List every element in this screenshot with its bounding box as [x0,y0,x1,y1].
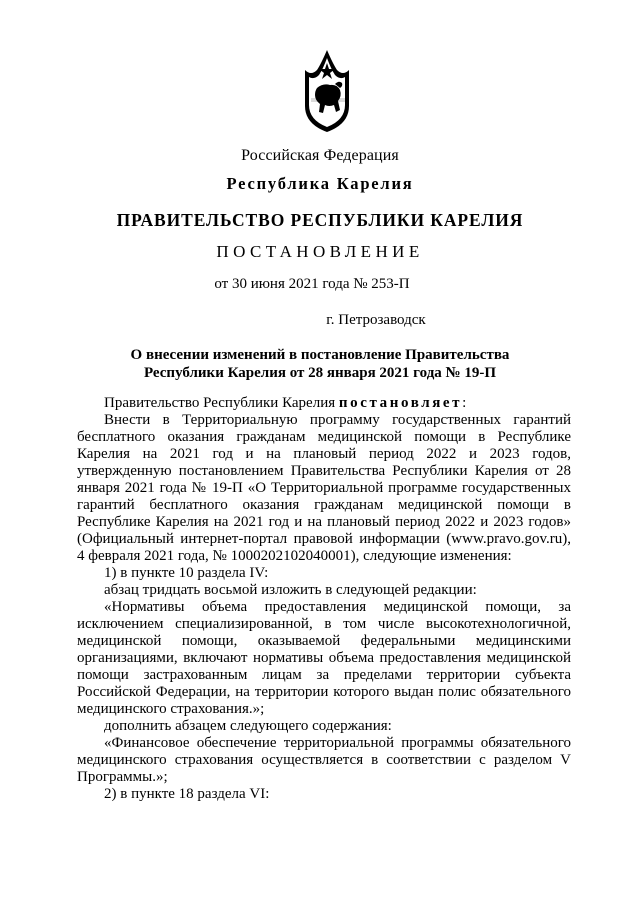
republic-name: Республика Карелия [226,174,414,193]
intro-suffix: : [462,395,467,411]
intro-verb: постановляет [338,395,463,411]
decree-date: от 30 июня 2021 года № 253-П [214,276,410,292]
decree-title-line: Республики Карелия от 28 января 2021 года № 19-П [143,365,497,381]
intro-paragraph [77,395,571,412]
government-name: ПРАВИТЕЛЬСТВО РЕСПУБЛИКИ КАРЕЛИЯ [116,210,524,230]
federation-name: Российская Федерация [241,147,399,164]
paragraph: Внести в Территориальную программу государственных гарантий бесплатного оказания гражданам медицинской помощи в Республике Карелия на 2021 год и на плановый период 2022 и 2023 годов, утвержденную постановлением Правительства Республики Карелия от 28 января 2021 года № 19-П «О Территориальной программе государственных гарантий бесплатного оказания гражданам медицинской помощи в Республике Карелия на 2021 год и на плановый период 2022 и 2023 годов» (Официальный интернет-портал правовой информации (www.pravo.gov.ru), 4 февраля 2021 года, № 1000202102040001), следующие изменения: [77,412,571,564]
list-item: 2) в пункте 18 раздела VI: [104,786,270,802]
quoted-paragraph: «Нормативы объема предоставления медицинской помощи, за исключением специализированной, в том числе высокотехнологичной, медицинской помощи, оказываемой федеральными медицинскими организациями, включают нормативы объема предоставления медицинской помощи застрахованным лицам за пределами территории субъекта Российской Федерации, на территории которого выдан полис обязательного медицинского страхования.»; [77,599,571,717]
city-name: г. Петрозаводск [326,312,426,328]
intro-prefix: Правительство Республики Карелия [104,395,339,411]
decree-title [0,346,640,382]
karelia-coat-of-arms-icon [299,50,355,134]
decree-title-line: О внесении изменений в постановление Правительства [130,347,510,363]
paragraph: дополнить абзацем следующего содержания: [104,718,392,734]
quoted-paragraph: «Финансовое обеспечение территориальной программы обязательного медицинского страхования осуществляется в соответствии с разделом V Программы.»; [77,735,571,785]
decree-type: ПОСТАНОВЛЕНИЕ [216,242,424,261]
list-item: 1) в пункте 10 раздела IV: [104,565,269,581]
decree-body [77,395,571,803]
paragraph: абзац тридцать восьмой изложить в следующей редакции: [104,582,477,598]
